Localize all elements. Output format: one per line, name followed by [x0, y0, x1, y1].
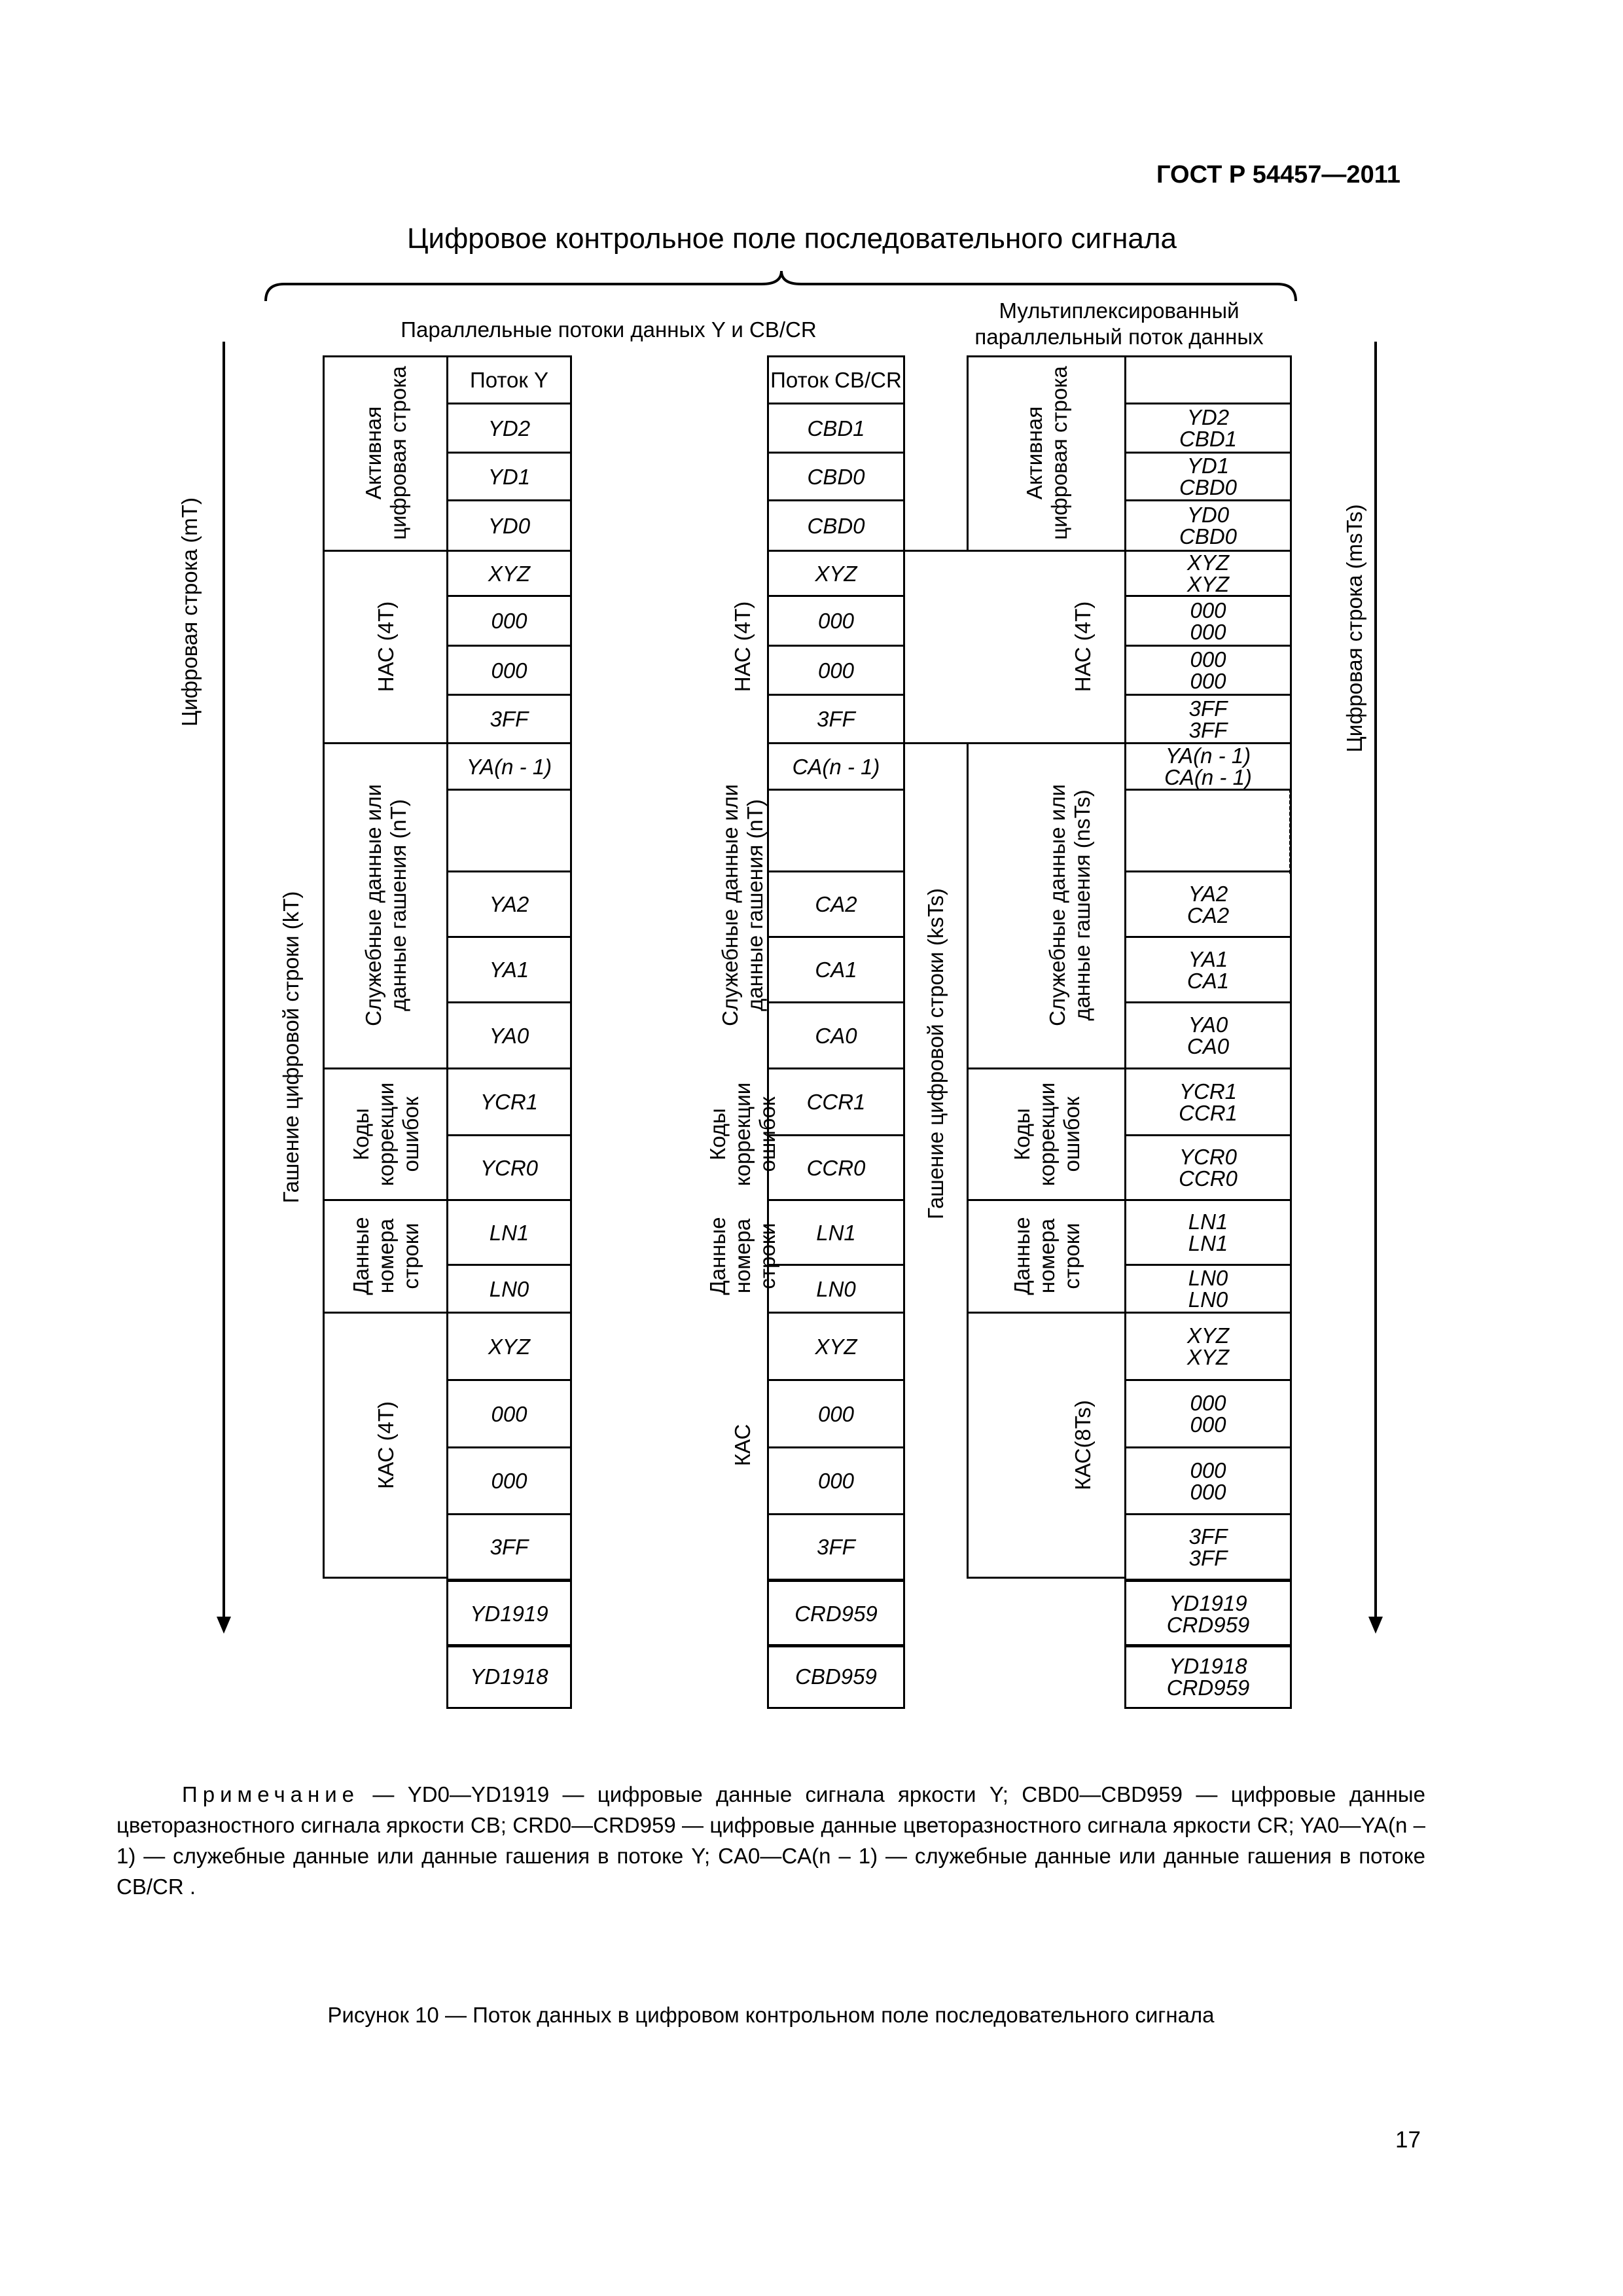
figure-caption: Рисунок 10 — Поток данных в цифровом контрольном поле последовательного сигнала: [327, 2003, 1215, 2027]
stream-cell-text: 3FF: [817, 1535, 855, 1559]
stream-cell: [446, 1264, 572, 1314]
stream-cell-text: CA2: [815, 892, 857, 916]
stream-cell: [1124, 499, 1292, 552]
stream-cell: [446, 870, 572, 938]
mux-cell-line: LN0: [1188, 1287, 1228, 1312]
stream-cell: [1124, 1644, 1292, 1709]
stream-cell-text: CCR1: [806, 1090, 866, 1114]
stream-cell: [1124, 595, 1292, 647]
stream-cell-text: Поток CB/CR: [770, 368, 902, 392]
stream-cell: [767, 1446, 905, 1515]
stream-cell-text: CCR0: [806, 1155, 866, 1180]
mux-cell-line: YD0: [1186, 503, 1230, 527]
stream-cell-text: YA2: [489, 892, 529, 916]
stream-cell: [767, 1134, 905, 1201]
stream-cell: [767, 870, 905, 938]
stream-cell: [1124, 1067, 1292, 1136]
mux-cell-line: XYZ: [1186, 572, 1230, 596]
mux-heading-line1: Мультиплексированный: [999, 298, 1240, 323]
label-line-mid: Данные номера строки: [705, 1217, 779, 1295]
stream-cell-text: CBD0: [807, 464, 865, 489]
stream-cell-text: YA(n - 1): [466, 754, 552, 779]
mux-cell-line: YA2: [1188, 881, 1228, 906]
stream-cell: [767, 1312, 905, 1381]
label-active-left: Активная цифровая строка: [361, 366, 410, 540]
stream-cell: [1124, 1264, 1292, 1314]
label-kac-left: КАС (4T): [374, 1401, 399, 1489]
stream-cell: [1124, 452, 1292, 501]
stream-cell-text: 3FF: [817, 707, 855, 731]
mux-cell-line: 000: [1190, 647, 1226, 672]
label-line-right: Данные номера строки: [1010, 1217, 1084, 1295]
stream-cell: [767, 499, 905, 552]
mux-cell-line: CRD959: [1166, 1612, 1250, 1637]
stream-cell: [767, 645, 905, 696]
stream-cell-text: YD1: [488, 464, 531, 489]
stream-cell: [446, 742, 572, 791]
mux-cell-line: YD2: [1186, 405, 1230, 429]
stream-cell: [767, 355, 905, 404]
stream-cell-text: CA(n - 1): [792, 754, 880, 779]
stream-cell: [767, 550, 905, 597]
stream-cell: [1124, 1312, 1292, 1381]
stream-cell-text: 000: [491, 1401, 527, 1426]
stream-cell-text: CA0: [815, 1023, 857, 1048]
mux-cell-line: YCR1: [1179, 1079, 1238, 1103]
label-hac-right: НАС (4T): [1071, 601, 1096, 692]
stream-cell-text: CBD1: [807, 416, 865, 440]
mux-cell-line: 000: [1190, 598, 1226, 622]
mux-cell-line: LN0: [1188, 1266, 1228, 1290]
label-ecc-left: Коды коррекции ошибок: [349, 1082, 423, 1187]
stream-cell-text: CBD0: [807, 513, 865, 538]
stream-cell: [1124, 936, 1292, 1003]
stream-cell: [1124, 645, 1292, 696]
stream-cell-text: 000: [491, 658, 527, 683]
stream-cell: [446, 1513, 572, 1581]
mux-cell-line: CCR1: [1179, 1100, 1238, 1125]
stream-cell-text: XYZ: [488, 1334, 531, 1359]
mux-cell-line: 000: [1190, 1391, 1226, 1415]
label-hac-mid: НАС (4T): [730, 601, 755, 692]
stream-cell-text: 3FF: [490, 707, 529, 731]
stream-cell: [446, 1067, 572, 1136]
stream-cell: [446, 1379, 572, 1448]
stream-cell: [446, 1446, 572, 1515]
mux-cell-line: YD1918: [1169, 1653, 1247, 1678]
label-service-right: Служебные данные или данные гашения (nsTs): [1045, 784, 1094, 1026]
label-ecc-mid: Коды коррекции ошибок: [705, 1082, 779, 1187]
note-text: — YD0—YD1919 — цифровые данные сигнала яркости Y; CBD0—CBD959 — цифровые данные цветоразностного сигнала яркости CB; CRD0—CRD959 — цифровые данные цветоразностного сигнала яркости CR; YA0—YA(n – 1) — служебные данные или данные гашения в потоке Y; CA0—CA(n – 1) — служебные данные или данные гашения в потоке CB/CR .: [116, 1782, 1425, 1899]
label-kac-mid: КАС: [730, 1424, 755, 1467]
mux-cell-line: CBD0: [1179, 524, 1238, 548]
stream-cell-text: 000: [817, 1401, 855, 1426]
stream-cell-text: XYZ: [815, 561, 857, 586]
mux-cell-line: CA(n - 1): [1164, 765, 1252, 789]
stream-cell: [1124, 1379, 1292, 1448]
stream-cell: [767, 1067, 905, 1136]
stream-cell: [446, 694, 572, 744]
left-axis-label: Цифровая строка (mT): [177, 497, 202, 726]
stream-cell: [1124, 1199, 1292, 1266]
stream-cell: [1124, 1446, 1292, 1515]
stream-cell: [1124, 789, 1292, 872]
mux-cell-line: YD1: [1186, 454, 1230, 478]
mux-cell-line: CBD0: [1179, 475, 1238, 499]
blanking-ks-label: Гашение цифровой строки (ksTs): [923, 888, 948, 1220]
stream-cell: [446, 1001, 572, 1069]
stream-cell: [767, 789, 905, 872]
stream-cell-text: YD1919: [470, 1602, 548, 1626]
stream-cell: [767, 1580, 905, 1647]
label-kac-right: КАС(8Ts): [1071, 1400, 1096, 1490]
label-service-mid: Служебные данные или данные гашения (nT): [718, 784, 767, 1026]
stream-cell: [1124, 355, 1292, 404]
mux-cell-line: 3FF: [1188, 717, 1228, 742]
mux-cell-line: YCR0: [1179, 1145, 1238, 1169]
mux-cell-line: YA0: [1188, 1013, 1228, 1037]
stream-cell: [767, 1199, 905, 1266]
stream-cell-text: CRD959: [794, 1602, 878, 1626]
mux-cell-line: LN1: [1188, 1210, 1228, 1234]
stream-cell: [1124, 742, 1292, 791]
label-line-left: Данные номера строки: [349, 1217, 423, 1295]
mux-cell-line: CRD959: [1166, 1675, 1250, 1700]
mux-cell-line: 000: [1190, 1479, 1226, 1504]
figure-note: [116, 1779, 1425, 1902]
left-axis-arrow: [223, 342, 225, 1618]
stream-cell-text: 000: [817, 609, 855, 633]
mux-cell-line: CBD1: [1179, 427, 1238, 451]
stream-cell: [767, 936, 905, 1003]
stream-cell-text: 000: [491, 609, 527, 633]
stream-cell: [446, 1199, 572, 1266]
stream-cell-text: YA0: [489, 1023, 529, 1048]
mux-cell-line: YA1: [1188, 946, 1228, 971]
document-id: ГОСТ Р 54457—2011: [1156, 161, 1400, 188]
stream-cell-text: 3FF: [490, 1535, 529, 1559]
stream-cell-text: YD0: [488, 513, 531, 538]
figure-title: Цифровое контрольное поле последовательного сигнала: [406, 223, 1177, 255]
stream-cell-text: LN1: [489, 1220, 529, 1245]
stream-cell: [1124, 550, 1292, 597]
stream-cell-text: YD1918: [470, 1664, 548, 1689]
stream-cell: [767, 403, 905, 454]
mux-cell-line: 3FF: [1188, 696, 1228, 721]
mux-cell-line: YD1919: [1169, 1590, 1247, 1615]
stream-cell-text: LN0: [489, 1276, 529, 1301]
mux-cell-line: LN1: [1188, 1231, 1228, 1255]
stream-cell-text: YD2: [488, 416, 531, 440]
mux-cell-line: 000: [1190, 1458, 1226, 1482]
stream-cell: [446, 789, 572, 872]
mux-cell-line: CA2: [1186, 903, 1230, 927]
stream-cell: [446, 936, 572, 1003]
label-hac-left: НАС (4T): [374, 601, 399, 692]
stream-cell: [1124, 1134, 1292, 1201]
stream-cell: [767, 1264, 905, 1314]
stream-cell: [446, 499, 572, 552]
mux-cell-line: YA(n - 1): [1165, 744, 1251, 768]
mux-cell-line: 000: [1190, 1412, 1226, 1437]
stream-cell: [1124, 1001, 1292, 1069]
stream-cell: [446, 550, 572, 597]
group-kac-right: [967, 1312, 1126, 1579]
stream-cell: [767, 452, 905, 501]
stream-cell-text: YCR0: [480, 1155, 539, 1180]
mux-cell-line: CCR0: [1179, 1166, 1238, 1191]
stream-cell: [1124, 1580, 1292, 1647]
stream-cell-text: CA1: [815, 958, 857, 982]
mux-heading-line2: параллельный поток данных: [974, 325, 1264, 349]
mux-dashed-edge: [1289, 789, 1291, 874]
parallel-streams-heading: Параллельные потоки данных Y и CB/CR: [401, 317, 817, 342]
stream-cell: [1124, 403, 1292, 454]
stream-cell-text: 000: [491, 1469, 527, 1493]
mux-cell-line: XYZ: [1186, 1323, 1230, 1348]
note-lead: Примечание: [182, 1782, 360, 1806]
stream-cell: [446, 452, 572, 501]
page-number: 17: [1395, 2127, 1421, 2153]
stream-cell-text: Поток Y: [469, 368, 549, 392]
stream-cell: [446, 1312, 572, 1381]
mux-cell-line: XYZ: [1186, 550, 1230, 575]
stream-cell: [767, 694, 905, 744]
label-active-right: Активная цифровая строка: [1022, 366, 1071, 540]
mux-cell-line: 000: [1190, 669, 1226, 693]
stream-cell: [446, 645, 572, 696]
stream-cell: [446, 403, 572, 454]
stream-cell: [1124, 1513, 1292, 1581]
stream-cell-text: YA1: [489, 958, 529, 982]
stream-cell-text: XYZ: [815, 1334, 857, 1359]
mux-cell-line: CA1: [1186, 968, 1230, 993]
stream-cell: [446, 1134, 572, 1201]
mux-cell-line: 3FF: [1188, 1545, 1228, 1570]
mux-cell-line: CA0: [1186, 1034, 1230, 1058]
stream-cell: [446, 355, 572, 404]
mux-cell-line: 3FF: [1188, 1524, 1228, 1549]
mux-cell-line: 000: [1190, 619, 1226, 644]
right-axis-label: Цифровая строка (msTs): [1342, 504, 1367, 753]
stream-cell-text: 000: [817, 658, 855, 683]
right-axis-arrow: [1374, 342, 1377, 1618]
stream-cell-text: LN1: [816, 1220, 856, 1245]
stream-cell: [767, 1001, 905, 1069]
stream-cell: [767, 742, 905, 791]
label-service-left: Служебные данные или данные гашения (nT): [361, 784, 410, 1026]
stream-cell-text: 000: [817, 1469, 855, 1493]
stream-cell: [446, 595, 572, 647]
blanking-k-label: Гашение цифровой строки (kT): [279, 891, 304, 1204]
stream-cell: [446, 1644, 572, 1709]
stream-cell-text: LN0: [816, 1276, 856, 1301]
mux-cell-line: XYZ: [1186, 1345, 1230, 1369]
stream-cell: [767, 595, 905, 647]
stream-cell: [767, 1379, 905, 1448]
stream-cell: [767, 1513, 905, 1581]
stream-cell-text: YCR1: [480, 1090, 539, 1114]
stream-cell: [446, 1580, 572, 1647]
stream-cell: [1124, 870, 1292, 938]
label-ecc-right: Коды коррекции ошибок: [1010, 1082, 1084, 1187]
stream-cell: [1124, 694, 1292, 744]
stream-cell: [767, 1644, 905, 1709]
stream-cell-text: XYZ: [488, 561, 531, 586]
stream-cell-text: CBD959: [795, 1664, 877, 1689]
